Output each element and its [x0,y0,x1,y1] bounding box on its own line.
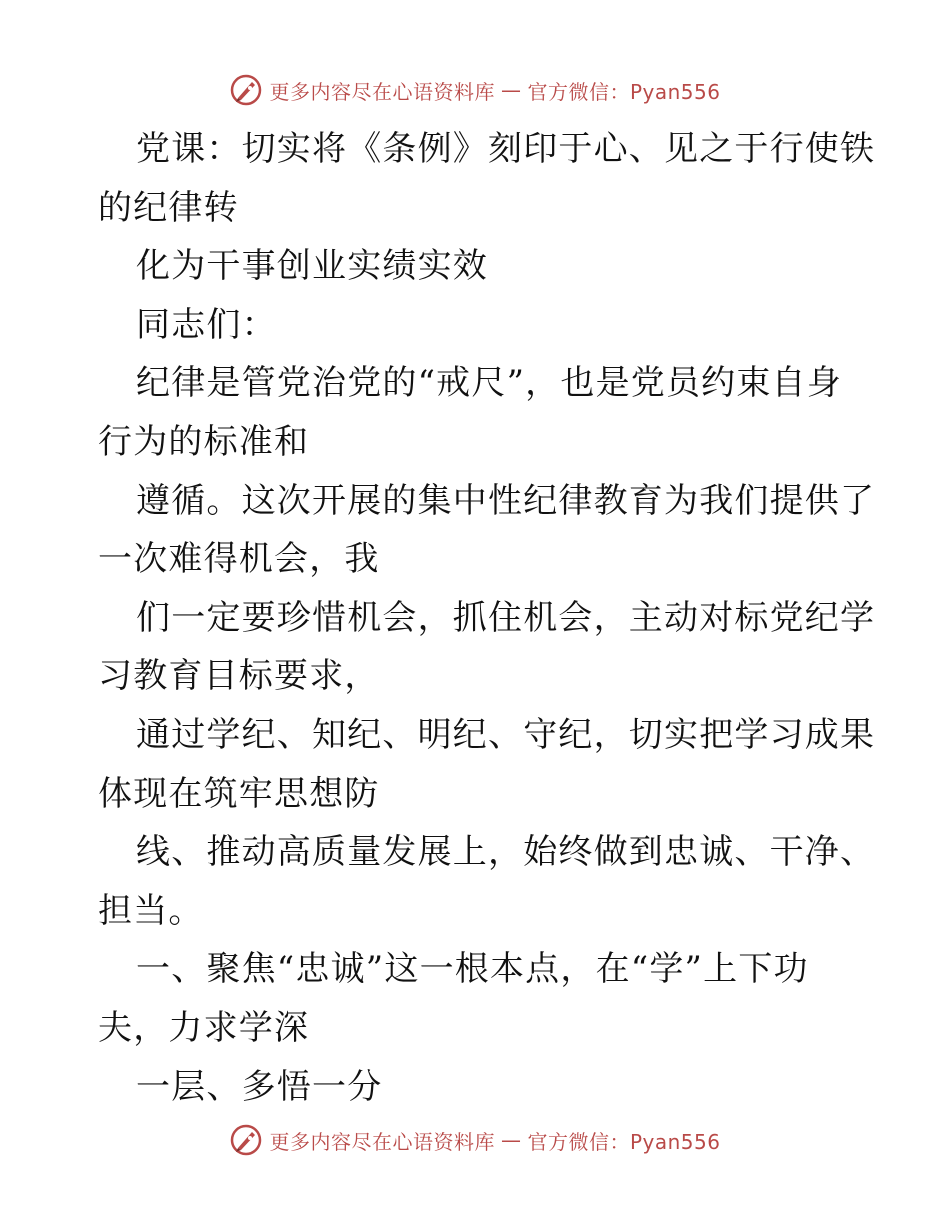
text-line: 化为干事创业实绩实效 [136,246,488,287]
text-line: 夫，力求学深 [98,1007,310,1048]
text-line: 一次难得机会，我 [98,539,380,580]
watermark-banner-bottom [0,1120,950,1160]
text-line: 同志们： [136,304,277,345]
text-line: 一、聚焦“忠诚”这一根本点，在“学”上下功 [136,949,809,990]
watermark-banner-top [0,70,950,110]
pen-logo-icon [229,73,263,107]
watermark-site-text: 更多内容尽在心语资料库 [269,79,495,104]
watermark-wechat-text: 官方微信：Pyan556 [527,79,721,104]
text-line: 行为的标准和 [98,421,310,462]
text-line: 一层、多悟一分 [136,1066,383,1107]
text-line: 纪律是管党治党的“戒尺”，也是党员约束自身 [136,363,842,404]
text-line: 党课：切实将《条例》刻印于心、见之于行使铁 [136,129,876,169]
text-line: 的纪律转 [98,187,239,228]
text-line: 遵循。这次开展的集中性纪律教育为我们提供了 [136,480,876,521]
watermark-wechat-text: 官方微信：Pyan556 [527,1129,721,1154]
document-body [98,120,876,1116]
pen-logo-icon [229,1123,263,1157]
text-line: 习教育目标要求， [98,656,380,697]
text-line: 们一定要珍惜机会，抓住机会，主动对标党纪学 [136,597,876,638]
watermark-dash: — [500,78,522,102]
text-line: 担当。 [98,890,204,931]
text-line: 通过学纪、知纪、明纪、守纪，切实把学习成果 [136,714,876,755]
watermark-dash: — [500,1128,522,1152]
text-line: 线、推动高质量发展上，始终做到忠诚、干净、 [136,832,876,873]
watermark-site-text: 更多内容尽在心语资料库 [269,1129,495,1154]
text-line: 体现在筑牢思想防 [98,773,380,814]
